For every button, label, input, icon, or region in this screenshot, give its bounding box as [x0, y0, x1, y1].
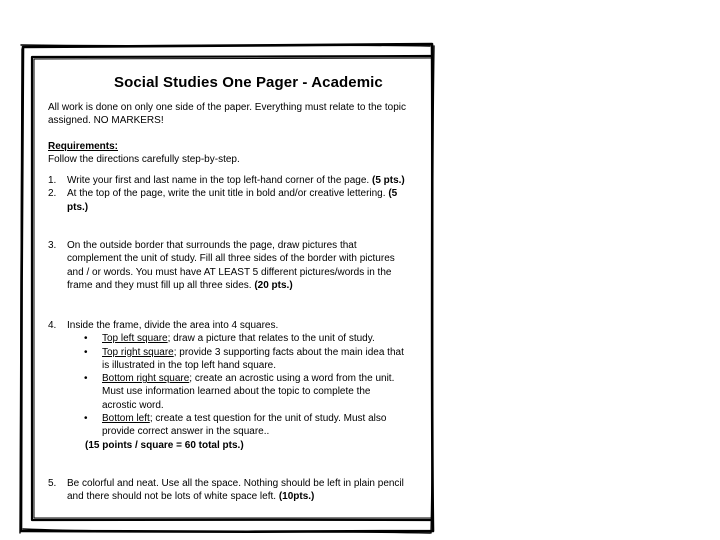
square-item-bottom-left: • Bottom left; create a test question for the unit of study. Must also provide correct answer in the square.. — [84, 413, 387, 438]
page-title: Social Studies One Pager - Academic — [114, 74, 383, 91]
requirements-list-a — [48, 174, 406, 214]
square-item-top-right: • Top right square; provide 3 supporting facts about the main idea that is illustrated in the top left hand square. — [84, 346, 404, 371]
list-item: 1. Write your first and last name in the top left-hand corner of the page. (5 pts.) — [48, 175, 405, 186]
list-item: 3. On the outside border that surrounds the page, draw pictures that complement the unit of study. Fill all three sides of the border with pictures and / or words. You must have AT LEAST 5 different pictures/words in the frame and they must fill up all three sides. (20 pts.) — [48, 240, 395, 291]
square-item-top-left: • Top left square; draw a picture that relates to the unit of study. — [84, 333, 375, 345]
list-item: 5. Be colorful and neat. Use all the space. Nothing should be left in plain pencil and there should not be lots of white space left. (10pts.) — [48, 478, 404, 503]
requirements-list-d — [48, 477, 406, 504]
intro-paragraph: All work is done on only one side of the paper. Everything must relate to the topic assigned. NO MARKERS! — [48, 102, 406, 127]
requirements-subtitle: Follow the directions carefully step-by-step. — [48, 154, 240, 165]
squares-total: (15 points / square = 60 total pts.) — [85, 439, 244, 451]
requirements-heading: Requirements: — [48, 141, 119, 152]
requirements-list-b — [48, 239, 406, 292]
requirements-list-c — [48, 319, 406, 452]
list-item: 4. Inside the frame, divide the area into 4 squares. — [48, 320, 279, 331]
square-item-bottom-right: • Bottom right square; create an acrostic using a word from the unit. Must use information learned about the topic to complete the acrostic word. — [84, 373, 395, 411]
list-item: 2. At the top of the page, write the unit title in bold and/or creative lettering. (5 pts.) — [48, 188, 398, 213]
